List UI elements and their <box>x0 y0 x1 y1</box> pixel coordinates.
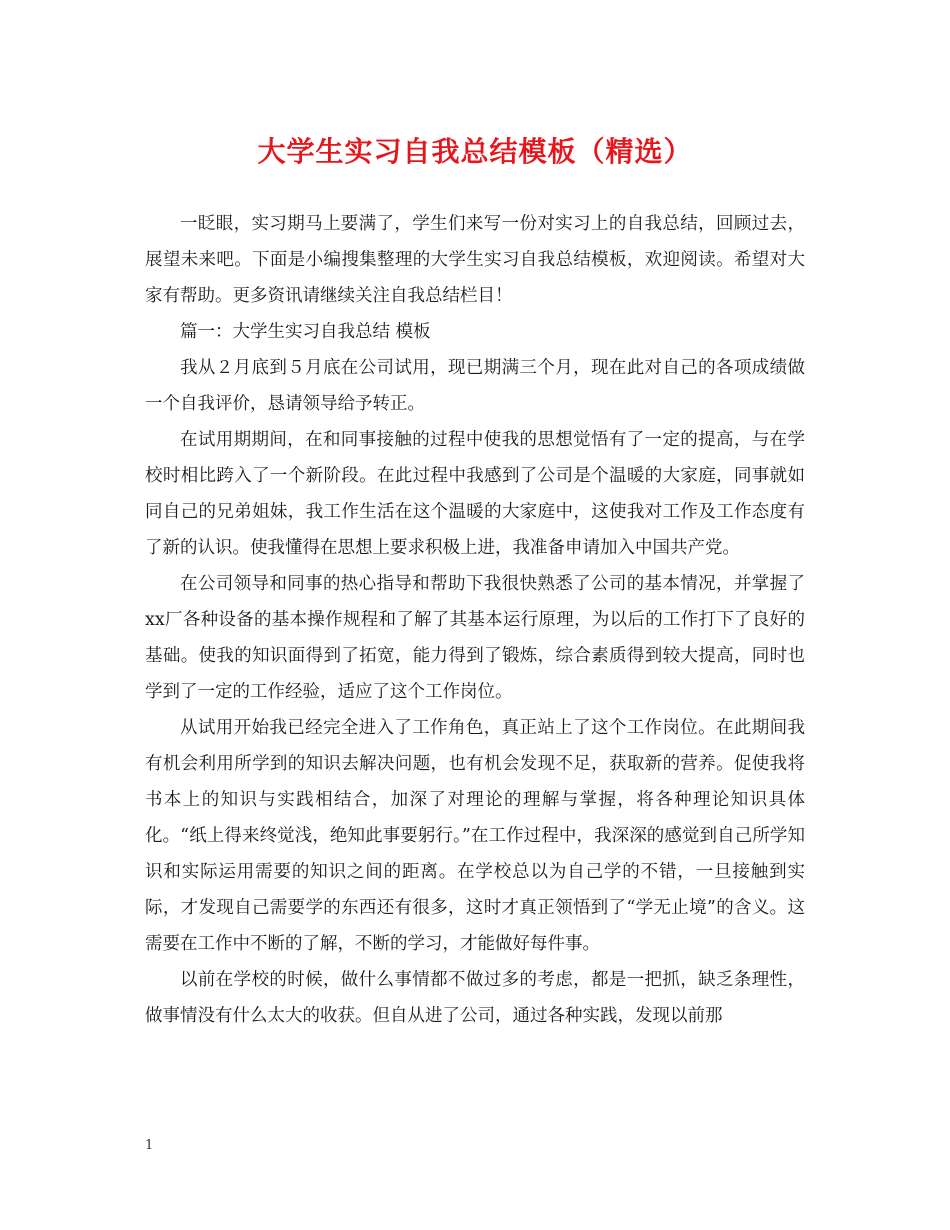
document-title: 大学生实习自我总结模板（精选） <box>257 135 693 168</box>
body-paragraph: 以前在学校的时候，做什么事情都不做过多的考虑，都是一把抓，缺乏条理性，做事情没有什么太大的收获。但自从进了公司，通过各种实践，发现以前那 <box>145 970 805 1026</box>
body-paragraph: 从试用开始我已经完全进入了工作角色，真正站上了这个工作岗位。在此期间我有机会利用所学到的知识去解决问题，也有机会发现不足，获取新的营养。促使我将书本上的知识与实践相结合，加深了对理论的理解与掌握，将各种理论知识具体化。“纸上得来终觉浅，绝知此事要躬行。”在工作过程中，我深深的感觉到自己所学知识和实际运用需要的知识之间的距离。在学校总以为自己学的不错，一旦接触到实际，才发现自己需要学的东西还有很多，这时才真正领悟到了“学无止境”的含义。这需要在工作中不断的了解，不断的学习，才能做好每件事。 <box>145 718 805 954</box>
intro-paragraph: 一眨眼，实习期马上要满了，学生们来写一份对实习上的自我总结，回顾过去，展望未来吧。下面是小编搜集整理的大学生实习自我总结模板，欢迎阅读。希望对大家有帮助。更多资讯请继续关注自我总结栏目！ <box>145 214 805 306</box>
body-paragraph: 在试用期期间，在和同事接触的过程中使我的思想觉悟有了一定的提高，与在学校时相比跨入了一个新阶段。在此过程中我感到了公司是个温暖的大家庭，同事就如同自己的兄弟姐妹，我工作生活在这个温暖的大家庭中，这使我对工作及工作态度有了新的认识。使我懂得在思想上要求积极上进，我准备申请加入中国共产党。 <box>145 430 805 558</box>
body-paragraph: 在公司领导和同事的热心指导和帮助下我很快熟悉了公司的基本情况，并掌握了xx厂各种设备的基本操作规程和了解了其基本运行原理，为以后的工作打下了良好的基础。使我的知识面得到了拓宽，能力得到了锻炼，综合素质得到较大提高，同时也学到了一定的工作经验，适应了这个工作岗位。 <box>145 574 805 702</box>
body-paragraph: 我从２月底到５月底在公司试用，现已期满三个月，现在此对自己的各项成绩做一个自我评价，恳请领导给予转正。 <box>145 358 805 414</box>
document-body <box>145 206 805 1034</box>
page-number: 1 <box>145 1138 154 1153</box>
section-heading: 篇一：大学生实习自我总结 模板 <box>180 322 431 342</box>
